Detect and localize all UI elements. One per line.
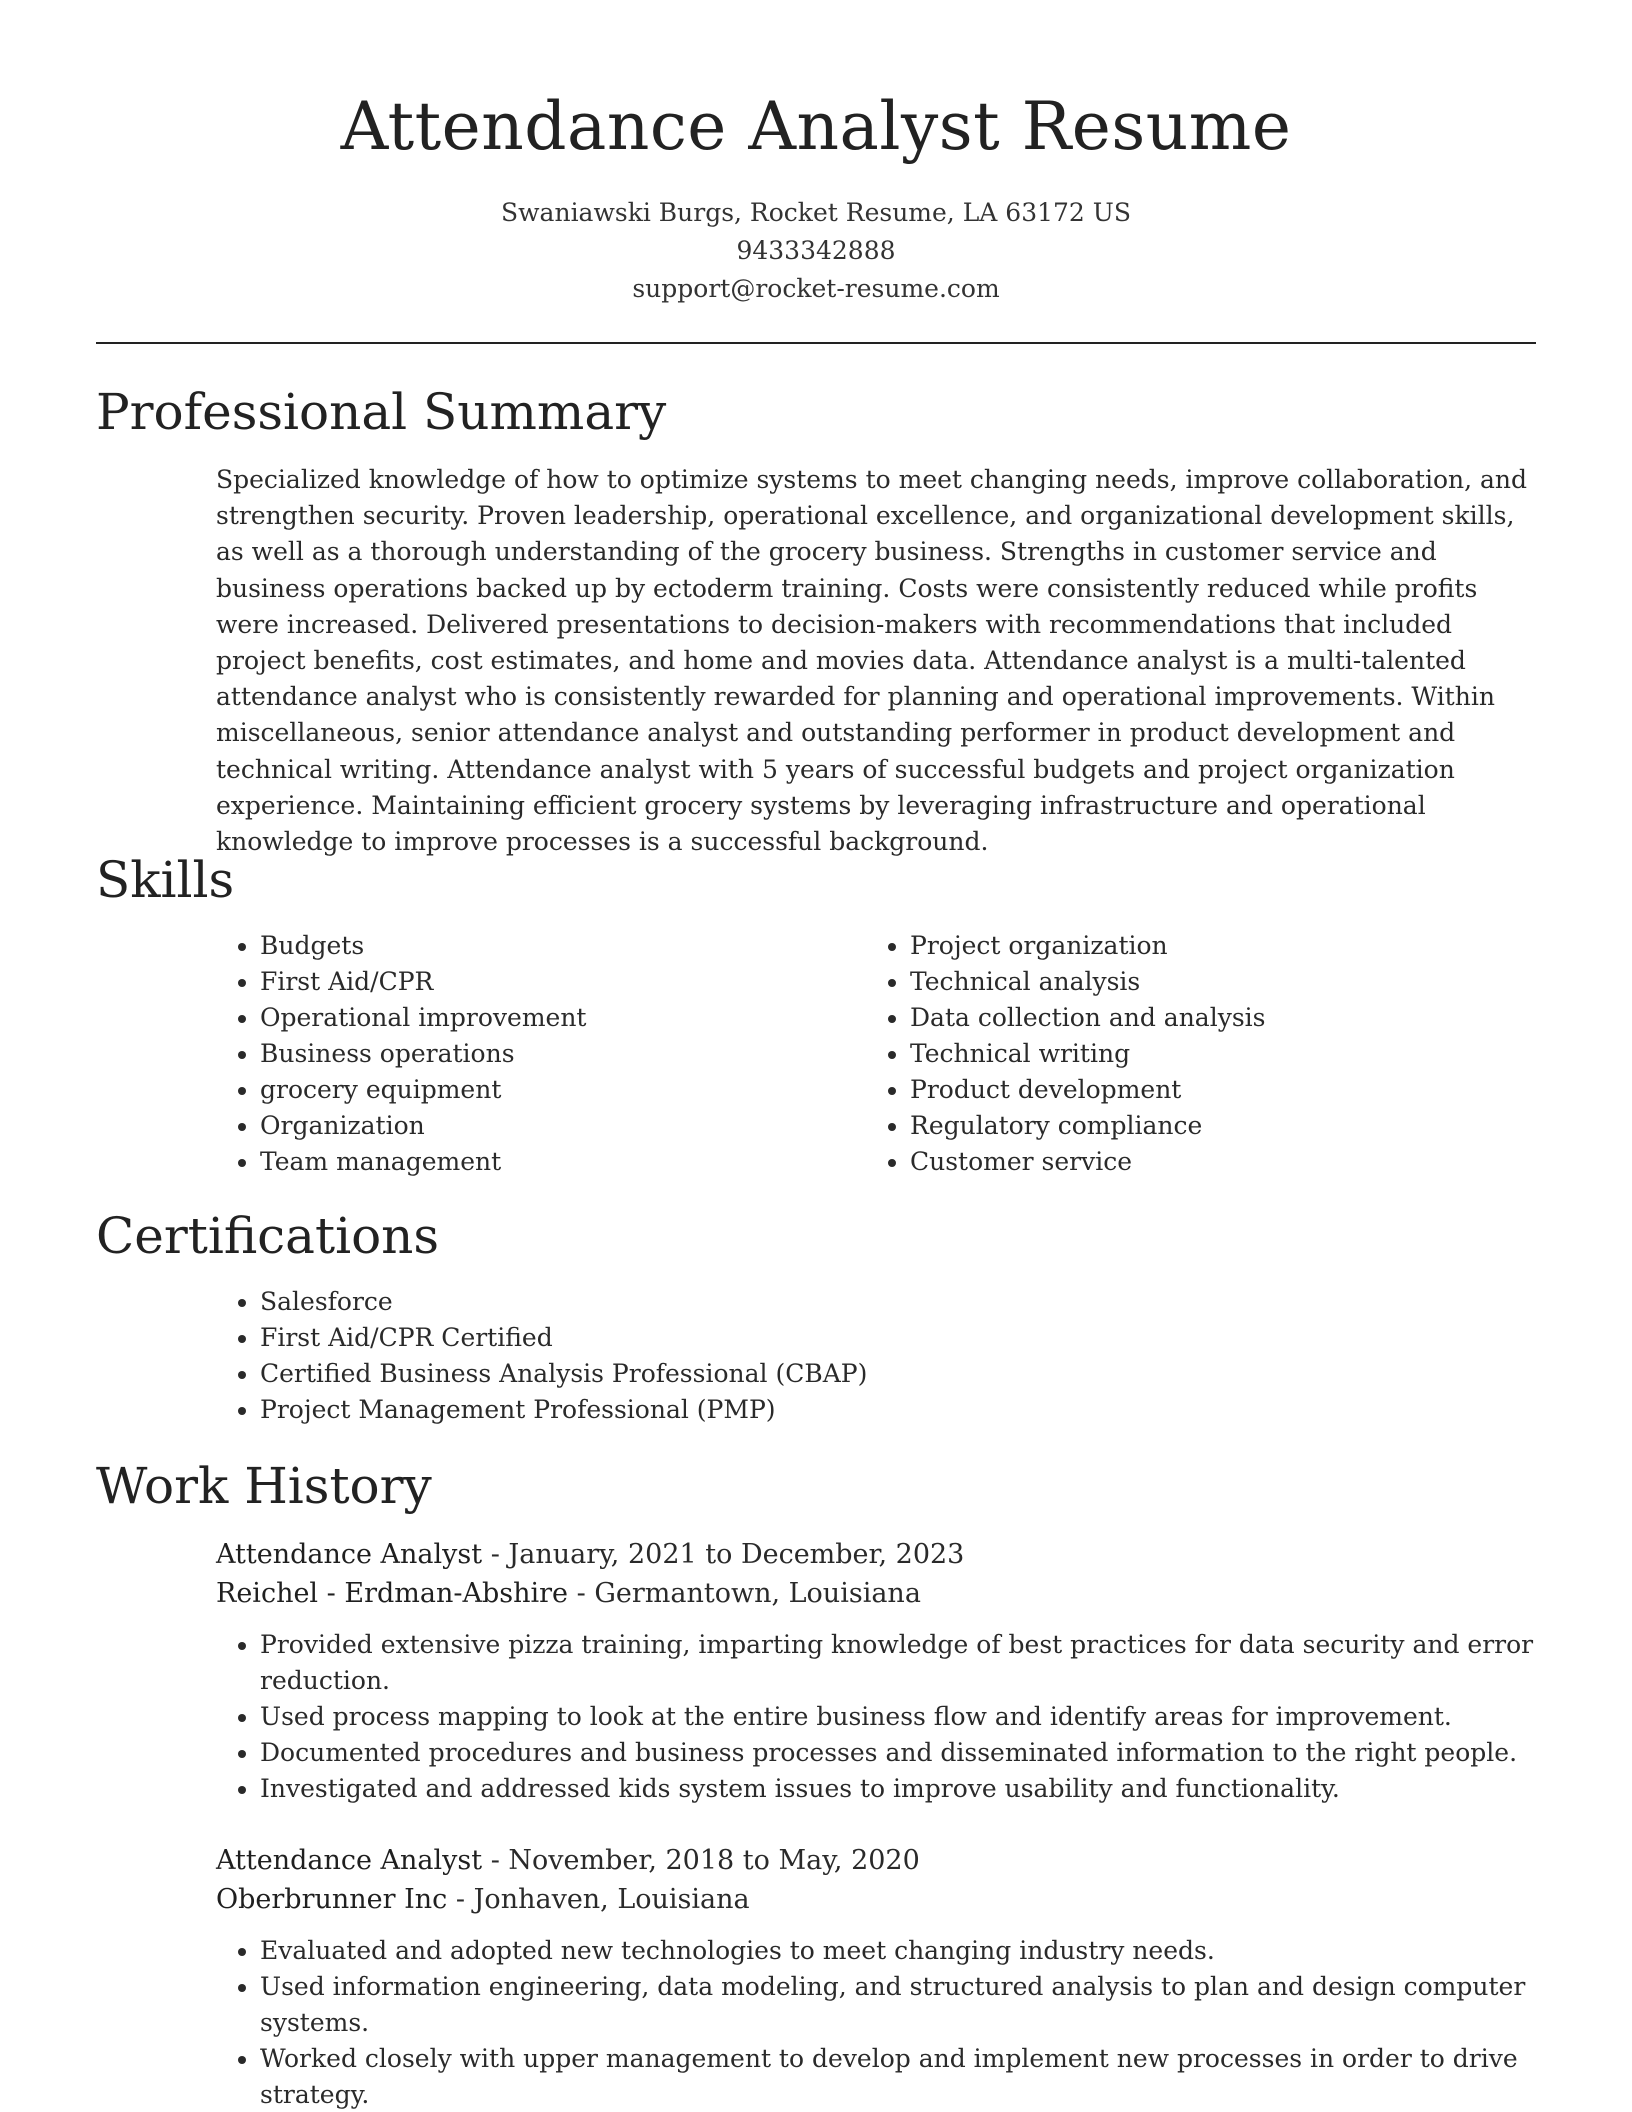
skills-heading: Skills bbox=[96, 851, 235, 909]
contact-info bbox=[96, 194, 1536, 308]
job-bullet: • Evaluated and adopted new technologies to meet changing industry needs. bbox=[260, 1933, 1536, 1969]
skill-item: • Budgets bbox=[260, 928, 816, 964]
job-dates: November, 2018 to May, 2020 bbox=[508, 1845, 920, 1876]
skills-list-right bbox=[866, 928, 1506, 1180]
certification-item: • First Aid/CPR Certified bbox=[260, 1320, 1516, 1356]
job-title: Attendance Analyst bbox=[216, 1845, 483, 1876]
job-entry bbox=[216, 1535, 1536, 1807]
certification-item: • Project Management Professional (PMP) bbox=[260, 1392, 1516, 1428]
summary-text: Specialized knowledge of how to optimize systems to meet changing needs, improve collaboration, and strengthen security. Proven leadership, operational excellence, and organizational development skills, as well as a thorough understanding of the grocery business. Strengths in customer service and business operations backed up by ectoderm training. Costs were consistently reduced while profits were increased. Delivered presentations to decision-makers with recommendations that included project benefits, cost estimates, and home and movies data. Attendance analyst is a multi-talented attendance analyst who is consistently rewarded for planning and operational improvements. Within miscellaneous, senior attendance analyst and outstanding performer in product development and technical writing. Attendance analyst with 5 years of successful budgets and project organization experience. Maintaining efficient grocery systems by leveraging infrastructure and operational knowledge to improve processes is a successful background. bbox=[216, 465, 1528, 857]
skill-item: • Technical analysis bbox=[910, 964, 1506, 1000]
skill-item: • Technical writing bbox=[910, 1036, 1506, 1072]
job-location: Jonhaven, Louisiana bbox=[473, 1884, 750, 1915]
job-title-line bbox=[216, 1535, 1536, 1574]
job-bullet: • Worked closely with upper management to develop and implement new processes in order to drive strategy. bbox=[260, 2041, 1536, 2112]
skill-item: • Business operations bbox=[260, 1036, 816, 1072]
skill-item: • grocery equipment bbox=[260, 1072, 816, 1108]
job-company-line bbox=[216, 1574, 1536, 1613]
contact-email: support@rocket-resume.com bbox=[632, 274, 1000, 303]
job-title-line bbox=[216, 1841, 1536, 1880]
work-history-heading: Work History bbox=[96, 1457, 432, 1515]
skill-item: • Data collection and analysis bbox=[910, 1000, 1506, 1036]
job-dates: January, 2021 to December, 2023 bbox=[508, 1539, 965, 1570]
certification-item: • Certified Business Analysis Professional (CBAP) bbox=[260, 1356, 1516, 1392]
skill-item: • Organization bbox=[260, 1108, 816, 1144]
job-bullet: • Documented procedures and business processes and disseminated information to the right people. bbox=[260, 1735, 1536, 1771]
job-bullets bbox=[216, 1933, 1536, 2112]
skill-item: • Customer service bbox=[910, 1144, 1506, 1180]
skill-item: • Regulatory compliance bbox=[910, 1108, 1506, 1144]
job-bullet: • Provided extensive pizza training, imparting knowledge of best practices for data security and error reduction. bbox=[260, 1627, 1536, 1699]
job-entry bbox=[216, 1841, 1536, 2112]
header-divider bbox=[96, 342, 1536, 344]
certifications-heading: Certifications bbox=[96, 1207, 440, 1265]
skills-column-left bbox=[216, 928, 816, 1180]
job-company-line bbox=[216, 1880, 1536, 1919]
job-company: Reichel - Erdman-Abshire bbox=[216, 1578, 569, 1609]
resume-title: Attendance Analyst Resume bbox=[340, 88, 1292, 165]
separator: - bbox=[447, 1884, 474, 1915]
job-bullet: • Investigated and addressed kids system issues to improve usability and functionality. bbox=[260, 1771, 1536, 1807]
certification-item: • Salesforce bbox=[260, 1284, 1516, 1320]
separator: - bbox=[482, 1845, 509, 1876]
skill-item: • Operational improvement bbox=[260, 1000, 816, 1036]
separator: - bbox=[482, 1539, 509, 1570]
skills-column-right bbox=[866, 928, 1506, 1180]
certifications-list-wrap bbox=[216, 1284, 1516, 1428]
contact-phone: 9433342888 bbox=[736, 236, 896, 265]
skill-item: • Project organization bbox=[910, 928, 1506, 964]
job-company: Oberbrunner Inc bbox=[216, 1884, 448, 1915]
job-location: Germantown, Louisiana bbox=[594, 1578, 921, 1609]
job-title: Attendance Analyst bbox=[216, 1539, 483, 1570]
certifications-list bbox=[216, 1284, 1516, 1428]
job-bullets bbox=[216, 1627, 1536, 1807]
skill-item: • First Aid/CPR bbox=[260, 964, 816, 1000]
summary-heading: Professional Summary bbox=[96, 383, 667, 441]
separator: - bbox=[568, 1578, 595, 1609]
skill-item: • Team management bbox=[260, 1144, 816, 1180]
skills-list-left bbox=[216, 928, 816, 1180]
skill-item: • Product development bbox=[910, 1072, 1506, 1108]
contact-address: Swaniawski Burgs, Rocket Resume, LA 63172 US bbox=[501, 198, 1131, 227]
resume-header bbox=[96, 86, 1536, 308]
job-bullet: • Used information engineering, data modeling, and structured analysis to plan and design computer systems. bbox=[260, 1969, 1536, 2041]
job-bullet: • Used process mapping to look at the entire business flow and identify areas for improvement. bbox=[260, 1699, 1536, 1735]
